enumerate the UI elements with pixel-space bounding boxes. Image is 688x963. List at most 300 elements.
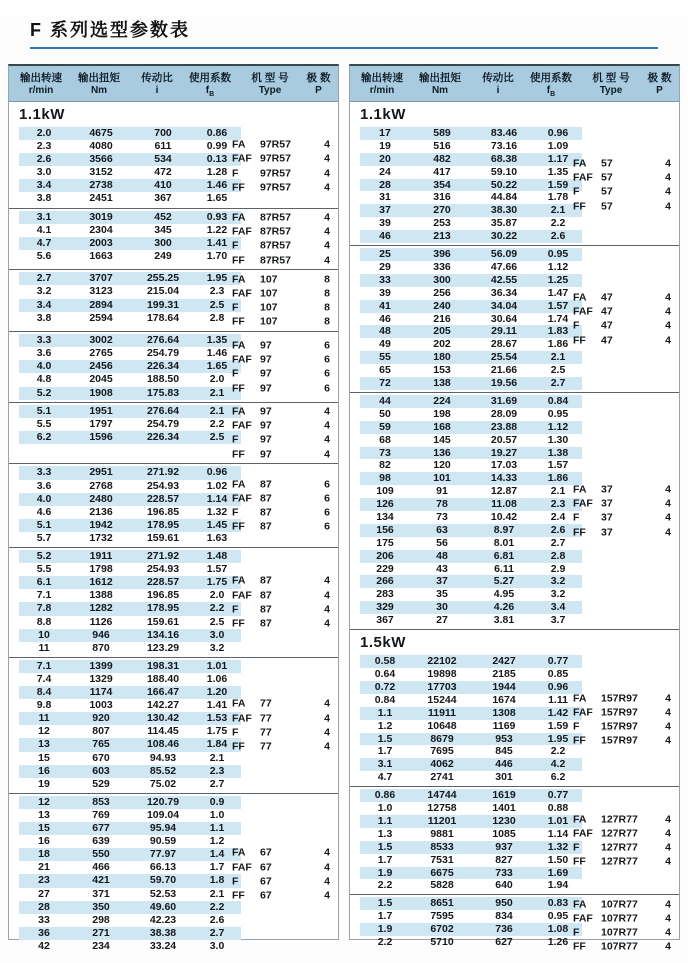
cell-torque: 216	[433, 312, 451, 325]
table-row	[360, 828, 582, 841]
type-prefix: FF	[232, 617, 245, 630]
header-label-zh: 机 型 号	[592, 72, 630, 84]
page-title: F 系列选型参数表	[30, 20, 190, 40]
cell-service-factor: 3.2	[550, 575, 566, 588]
type-prefix: FAF	[573, 497, 593, 510]
cell-speed: 3.4	[36, 179, 52, 192]
type-poles: 4	[665, 320, 671, 333]
cell-speed: 1.9	[377, 866, 393, 879]
cell-torque: 153	[433, 364, 451, 377]
table-row	[360, 459, 582, 472]
cell-service-factor: 3.2	[209, 641, 225, 654]
type-entry	[573, 171, 671, 185]
type-prefix: F	[232, 239, 239, 252]
cell-speed: 1.9	[377, 923, 393, 936]
table-row	[360, 614, 582, 627]
table-row	[19, 835, 241, 848]
type-entry	[232, 433, 330, 447]
type-prefix: FF	[573, 940, 586, 953]
cell-speed: 5.5	[36, 563, 52, 576]
cell-service-factor: 2.1	[209, 887, 225, 900]
type-model: 67	[260, 861, 272, 874]
cell-ratio: 228.57	[146, 492, 180, 505]
type-model: 97	[260, 419, 272, 432]
type-prefix: F	[232, 875, 239, 888]
type-poles: 4	[324, 153, 330, 166]
type-entry	[573, 291, 671, 305]
table-row	[360, 511, 582, 524]
rows-area	[360, 395, 582, 627]
header-label-zh: 输出转速	[361, 72, 403, 84]
type-prefix: FA	[232, 698, 246, 710]
table-row	[360, 588, 582, 601]
type-poles: 6	[324, 478, 330, 491]
cell-service-factor: 0.99	[206, 140, 228, 153]
cell-speed: 16	[38, 835, 50, 848]
type-poles: 4	[324, 698, 330, 710]
type-prefix: FAF	[232, 419, 252, 432]
cell-ratio: 12.87	[490, 485, 518, 498]
type-entry	[232, 138, 330, 152]
cell-ratio: 196.85	[146, 505, 180, 518]
header-label-zh: 极 数	[647, 72, 672, 84]
table-row	[19, 642, 241, 655]
cell-torque: 920	[92, 712, 110, 725]
table-row	[360, 867, 582, 880]
cell-speed: 50	[379, 407, 391, 420]
header-label-zh: 输出转速	[20, 72, 62, 84]
table-row	[360, 338, 582, 351]
parameter-block	[9, 331, 338, 402]
table-row	[19, 686, 241, 699]
table-row	[19, 431, 241, 444]
cell-torque: 224	[433, 394, 451, 407]
cell-torque: 670	[92, 751, 110, 764]
cell-speed: 2.2	[377, 879, 393, 892]
type-model: 97R57	[260, 153, 291, 166]
cell-service-factor: 2.5	[550, 364, 566, 377]
cell-torque: 3123	[89, 285, 113, 298]
cell-torque: 354	[433, 178, 451, 191]
cell-service-factor: 2.7	[209, 926, 225, 939]
cell-torque: 256	[433, 286, 451, 299]
cell-service-factor: 1.47	[547, 286, 569, 299]
header-label-en: r/min	[28, 85, 54, 96]
type-model: 127R77	[601, 813, 638, 826]
cell-ratio: 19.56	[490, 377, 518, 389]
parameter-block	[9, 208, 338, 270]
cell-speed: 4.0	[36, 360, 52, 373]
cell-ratio: 42.23	[149, 913, 177, 926]
table-row	[19, 589, 241, 602]
type-entry	[232, 166, 330, 180]
type-model: 47	[601, 291, 613, 304]
cell-torque: 3019	[89, 210, 113, 223]
cell-ratio: 94.93	[149, 751, 177, 764]
type-entry	[573, 720, 671, 734]
cell-torque: 138	[433, 377, 451, 389]
type-entry	[232, 287, 330, 301]
type-model: 107	[260, 273, 278, 286]
cell-ratio: 198.31	[146, 659, 180, 672]
type-poles: 6	[324, 506, 330, 519]
type-poles: 4	[665, 692, 671, 705]
type-prefix: FAF	[573, 706, 593, 719]
type-prefix: FA	[573, 692, 587, 705]
header-label-en: r/min	[369, 85, 395, 96]
cell-torque: 870	[92, 641, 110, 654]
type-poles: 4	[324, 726, 330, 739]
cell-speed: 39	[379, 286, 391, 299]
header-label-zh: 使用系数	[530, 72, 572, 84]
table-row	[360, 550, 582, 563]
table-row	[19, 901, 241, 914]
type-entry	[232, 617, 330, 631]
cell-torque: 2045	[89, 373, 113, 386]
cell-service-factor: 2.2	[550, 217, 566, 230]
cell-ratio: 75.02	[149, 777, 177, 790]
cell-service-factor: 1.59	[547, 178, 569, 191]
table-row	[19, 673, 241, 686]
type-prefix: FA	[232, 273, 246, 286]
type-prefix: F	[573, 841, 580, 854]
cell-service-factor: 2.2	[209, 602, 225, 615]
type-poles: 4	[665, 186, 671, 199]
cell-torque: 1174	[89, 686, 113, 699]
cell-service-factor: 2.1	[550, 351, 566, 364]
type-prefix: FA	[232, 138, 246, 151]
type-poles: 4	[324, 405, 330, 418]
cell-ratio: 6.81	[493, 549, 515, 562]
cell-service-factor: 1.57	[206, 563, 228, 576]
cell-speed: 3.8	[36, 311, 52, 324]
cell-speed: 1.7	[377, 745, 393, 758]
cell-speed: 5.1	[36, 404, 52, 417]
type-prefix: FF	[573, 526, 586, 539]
type-prefix: F	[573, 926, 580, 939]
table-row	[360, 447, 582, 460]
cell-ratio: 950	[495, 897, 513, 910]
type-prefix: F	[232, 726, 239, 739]
cell-speed: 8.4	[36, 686, 52, 699]
type-entry	[232, 574, 330, 588]
title-underline	[30, 47, 658, 49]
cell-speed: 55	[379, 351, 391, 364]
type-model: 37	[601, 512, 613, 525]
cell-ratio: 199.31	[146, 298, 180, 311]
table-row	[19, 224, 241, 237]
table-row	[360, 351, 582, 364]
cell-service-factor: 2.6	[550, 230, 566, 243]
cell-service-factor: 1.53	[206, 712, 228, 725]
header-col	[410, 70, 470, 98]
type-entry	[232, 225, 330, 239]
cell-ratio: 255.25	[146, 272, 180, 285]
table-row	[19, 699, 241, 712]
header-col	[576, 70, 646, 98]
cell-service-factor: 0.83	[547, 897, 569, 910]
type-prefix: FA	[232, 211, 246, 224]
type-model: 97R57	[260, 181, 291, 194]
cell-speed: 5.1	[36, 518, 52, 531]
cell-torque: 253	[433, 217, 451, 230]
header-col	[354, 70, 410, 98]
type-prefix: FAF	[573, 827, 593, 840]
cell-ratio: 166.47	[146, 686, 180, 699]
cell-ratio: 1308	[492, 706, 516, 719]
cell-ratio: 254.93	[146, 563, 180, 576]
cell-ratio: 11.08	[491, 498, 517, 511]
cell-torque: 371	[92, 887, 110, 900]
cell-torque: 91	[436, 485, 448, 498]
type-poles: 4	[665, 855, 671, 868]
cell-service-factor: 1.65	[206, 192, 228, 205]
cell-speed: 29	[379, 260, 391, 273]
cell-ratio: 85.52	[149, 764, 177, 777]
type-model: 57	[601, 157, 613, 170]
cell-service-factor: 2.3	[209, 285, 225, 298]
cell-torque: 4675	[89, 127, 113, 139]
cell-service-factor: 1.57	[547, 299, 569, 312]
table-row	[19, 927, 241, 940]
cell-speed: 0.86	[374, 789, 396, 802]
cell-torque: 6675	[430, 866, 454, 879]
cell-torque: 15244	[427, 693, 457, 706]
cell-service-factor: 1.48	[206, 550, 228, 563]
table-row	[360, 313, 582, 326]
cell-speed: 266	[376, 575, 394, 588]
cell-ratio: 611	[154, 140, 172, 153]
cell-ratio: 42.55	[490, 273, 518, 286]
type-model: 97	[260, 448, 272, 461]
type-poles: 4	[665, 291, 671, 304]
type-entry	[232, 419, 330, 433]
table-row	[360, 815, 582, 828]
cell-service-factor: 1.38	[547, 446, 569, 459]
cell-torque: 1942	[89, 518, 113, 531]
type-entry	[573, 497, 671, 511]
table-row	[19, 629, 241, 642]
table-row	[360, 408, 582, 421]
type-model: 47	[601, 305, 613, 318]
cell-service-factor: 1.45	[206, 518, 228, 531]
cell-speed: 9.8	[36, 699, 52, 712]
type-prefix: FF	[232, 520, 245, 533]
cell-ratio: 188.40	[146, 672, 180, 685]
cell-ratio: 215.04	[146, 285, 180, 298]
cell-speed: 21	[38, 861, 50, 874]
cell-ratio: 254.79	[146, 417, 180, 430]
cell-torque: 213	[433, 230, 451, 243]
cell-ratio: 254.93	[146, 479, 180, 492]
cell-service-factor: 2.7	[550, 377, 566, 389]
type-model: 97	[260, 382, 272, 395]
type-poles: 4	[665, 334, 671, 347]
type-poles: 4	[665, 720, 671, 733]
type-poles: 4	[665, 706, 671, 719]
cell-torque: 168	[433, 420, 451, 433]
cell-speed: 33	[38, 913, 50, 926]
cell-ratio: 271.92	[146, 466, 180, 479]
cell-speed: 28	[38, 900, 50, 913]
cell-ratio: 8.01	[493, 536, 515, 549]
cell-ratio: 142.27	[146, 699, 180, 712]
cell-service-factor: 1.14	[206, 492, 228, 505]
cell-service-factor: 2.2	[209, 900, 225, 913]
type-model: 87	[260, 478, 272, 491]
type-entry	[232, 492, 330, 506]
header-label-en: Nm	[90, 85, 108, 96]
cell-speed: 283	[376, 588, 394, 601]
type-poles: 4	[665, 912, 671, 925]
table-row	[19, 809, 241, 822]
table-row	[360, 179, 582, 192]
table-row	[360, 758, 582, 771]
table-row	[360, 681, 582, 694]
cell-service-factor: 1.41	[206, 699, 228, 712]
cell-service-factor: 1.12	[547, 260, 569, 273]
cell-service-factor: 2.2	[209, 417, 225, 430]
type-entry	[573, 734, 671, 748]
type-poles: 4	[324, 861, 330, 874]
cell-torque: 1399	[89, 659, 113, 672]
parameter-block	[350, 245, 679, 392]
type-entry	[232, 506, 330, 520]
type-entry	[232, 211, 330, 225]
header-col	[69, 70, 129, 98]
type-prefix: FAF	[573, 912, 593, 925]
cell-service-factor: 1.69	[547, 866, 569, 879]
cell-ratio: 17.03	[490, 459, 518, 472]
header-col	[646, 70, 673, 98]
cell-torque: 2480	[89, 492, 113, 505]
type-list	[232, 339, 330, 396]
header-label-zh: 传动比	[482, 72, 514, 84]
cell-torque: 19898	[427, 668, 457, 681]
type-model: 47	[601, 334, 613, 347]
cell-torque: 14744	[427, 789, 457, 802]
cell-ratio: 44.84	[490, 191, 518, 204]
cell-speed: 3.4	[36, 298, 52, 311]
type-entry	[232, 711, 330, 725]
table-row	[19, 602, 241, 615]
table-row	[360, 897, 582, 910]
cell-service-factor: 1.35	[547, 165, 569, 178]
type-model: 97	[260, 405, 272, 418]
type-entry	[573, 185, 671, 199]
table-row	[19, 861, 241, 874]
cell-torque: 202	[433, 338, 451, 351]
cell-torque: 1798	[89, 563, 113, 576]
cell-service-factor: 0.13	[206, 153, 228, 166]
cell-speed: 109	[376, 485, 394, 498]
rows-area	[19, 272, 241, 324]
cell-speed: 7.4	[36, 672, 52, 685]
cell-speed: 20	[379, 152, 391, 165]
cell-torque: 316	[433, 191, 451, 204]
header-col	[185, 70, 235, 98]
type-prefix: FA	[573, 157, 587, 170]
table-row	[19, 466, 241, 479]
cell-speed: 5.2	[36, 550, 52, 563]
cell-service-factor: 1.8	[209, 874, 225, 887]
table-row	[19, 373, 241, 386]
cell-torque: 4080	[89, 140, 113, 153]
table-row	[19, 822, 241, 835]
catalog-page	[0, 16, 688, 963]
type-poles: 4	[665, 483, 671, 496]
cell-torque: 417	[433, 165, 451, 178]
type-model: 77	[260, 712, 272, 725]
cell-torque: 205	[433, 325, 451, 338]
type-list	[573, 691, 671, 748]
cell-ratio: 35.87	[490, 217, 518, 230]
parameter-block	[9, 463, 338, 547]
type-entry	[232, 602, 330, 616]
type-prefix: FA	[573, 898, 587, 911]
cell-ratio: 276.64	[146, 334, 180, 347]
cell-service-factor: 0.88	[547, 802, 569, 815]
table-row	[19, 140, 241, 153]
table-row	[19, 888, 241, 901]
cell-service-factor: 1.32	[547, 840, 569, 853]
cell-speed: 49	[379, 338, 391, 351]
cell-torque: 1911	[89, 550, 113, 563]
cell-speed: 5.7	[36, 531, 52, 544]
table-row	[360, 537, 582, 550]
type-prefix: FF	[232, 315, 245, 328]
type-list	[232, 272, 330, 329]
cell-ratio: 6.11	[494, 562, 514, 575]
cell-speed: 5.5	[36, 417, 52, 430]
cell-speed: 0.58	[374, 655, 396, 668]
cell-service-factor: 1.75	[206, 725, 228, 738]
cell-speed: 1.5	[377, 840, 393, 853]
table-row	[19, 360, 241, 373]
table-row	[19, 211, 241, 224]
cell-speed: 156	[376, 523, 394, 536]
table-row	[360, 854, 582, 867]
cell-ratio: 4.95	[493, 588, 515, 601]
cell-ratio: 452	[154, 210, 172, 223]
cell-service-factor: 1.06	[206, 672, 228, 685]
type-poles: 4	[665, 841, 671, 854]
table-row	[360, 879, 582, 892]
type-prefix: FAF	[232, 225, 252, 238]
cell-ratio: 178.95	[146, 518, 180, 531]
cell-ratio: 8.97	[493, 523, 515, 536]
cell-speed: 5.2	[36, 386, 52, 399]
cell-ratio: 59.10	[490, 165, 518, 178]
cell-torque: 11911	[427, 706, 457, 719]
cell-speed: 19	[379, 139, 391, 152]
table-row	[19, 914, 241, 927]
type-entry	[232, 315, 330, 329]
cell-ratio: 123.29	[146, 641, 180, 654]
cell-speed: 46	[379, 230, 391, 243]
cell-service-factor: 1.17	[547, 152, 569, 165]
header-label-zh: 极 数	[306, 72, 331, 84]
table-row	[360, 601, 582, 614]
cell-torque: 6702	[430, 923, 454, 936]
cell-torque: 78	[436, 498, 448, 511]
cell-ratio: 178.64	[146, 311, 180, 324]
type-prefix: FA	[232, 847, 246, 860]
table-row	[360, 563, 582, 576]
cell-speed: 1.2	[377, 719, 393, 732]
type-prefix: FAF	[232, 153, 252, 166]
type-poles: 8	[324, 315, 330, 328]
